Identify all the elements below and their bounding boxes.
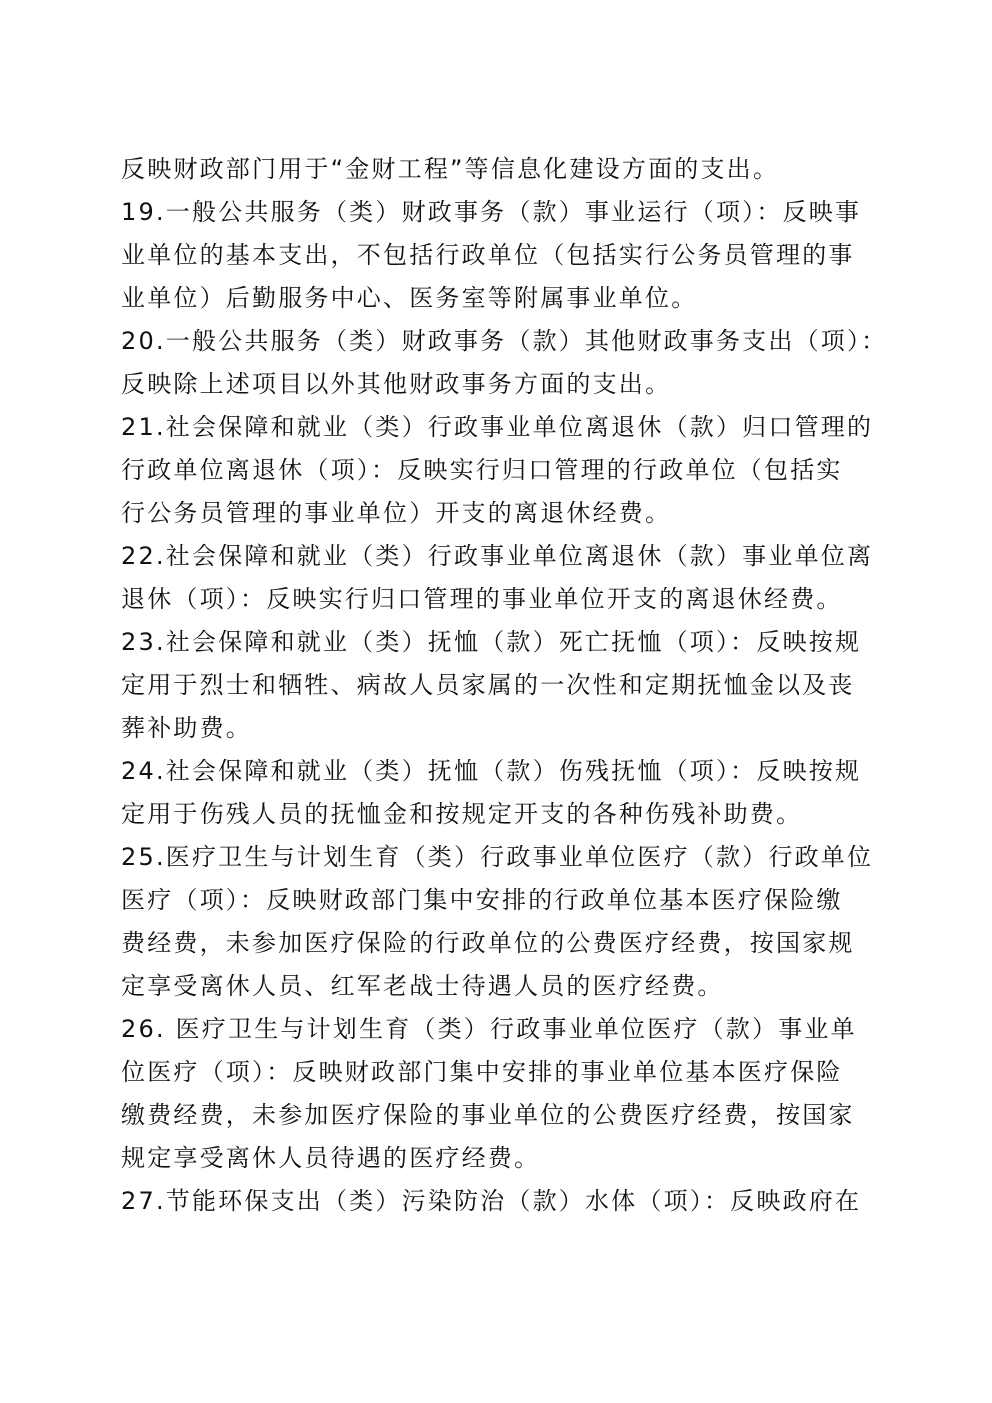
text-line: 定享受离休人员、红军老战士待遇人员的医疗经费。	[121, 972, 724, 1000]
text-line: 位医疗（项）：反映财政部门集中安排的事业单位基本医疗保险	[121, 1058, 843, 1086]
text-line: 业单位）后勤服务中心、医务室等附属事业单位。	[121, 284, 698, 312]
text-line: 定用于烈士和牺牲、病故人员家属的一次性和定期抚恤金以及丧	[121, 671, 855, 699]
text-line: 反映除上述项目以外其他财政事务方面的支出。	[121, 370, 672, 398]
text-line: 缴费经费，未参加医疗保险的事业单位的公费医疗经费，按国家	[121, 1101, 855, 1129]
text-line: 行公务员管理的事业单位）开支的离退休经费。	[121, 499, 672, 527]
text-line: 24.社会保障和就业（类）抚恤（款）伤残抚恤（项）：反映按规	[121, 757, 862, 785]
text-line: 25.医疗卫生与计划生育（类）行政事业单位医疗（款）行政单位	[121, 843, 874, 871]
text-line: 定用于伤残人员的抚恤金和按规定开支的各种伤残补助费。	[121, 800, 803, 828]
text-line: 26. 医疗卫生与计划生育（类）行政事业单位医疗（款）事业单	[121, 1015, 857, 1043]
text-line: 反映财政部门用于“金财工程”等信息化建设方面的支出。	[121, 155, 780, 183]
text-line: 费经费，未参加医疗保险的行政单位的公费医疗经费，按国家规	[121, 929, 855, 957]
text-line: 22.社会保障和就业（类）行政事业单位离退休（款）事业单位离	[121, 542, 874, 570]
text-line: 医疗（项）：反映财政部门集中安排的行政单位基本医疗保险缴	[121, 886, 843, 914]
text-line: 葬补助费。	[121, 714, 252, 742]
text-line: 19.一般公共服务（类）财政事务（款）事业运行（项）：反映事	[121, 198, 862, 226]
text-line: 23.社会保障和就业（类）抚恤（款）死亡抚恤（项）：反映按规	[121, 628, 862, 656]
text-line: 21.社会保障和就业（类）行政事业单位离退休（款）归口管理的	[121, 413, 874, 441]
body-text	[121, 148, 888, 1223]
text-line: 退休（项）：反映实行归口管理的事业单位开支的离退休经费。	[121, 585, 843, 613]
text-line: 规定享受离休人员待遇的医疗经费。	[121, 1144, 541, 1172]
text-line: 行政单位离退休（项）：反映实行归口管理的行政单位（包括实	[121, 456, 843, 484]
text-line: 27.节能环保支出（类）污染防治（款）水体（项）：反映政府在	[121, 1187, 862, 1215]
text-line: 业单位的基本支出，不包括行政单位（包括实行公务员管理的事	[121, 241, 855, 269]
text-line: 20.一般公共服务（类）财政事务（款）其他财政事务支出（项）：	[121, 327, 888, 355]
